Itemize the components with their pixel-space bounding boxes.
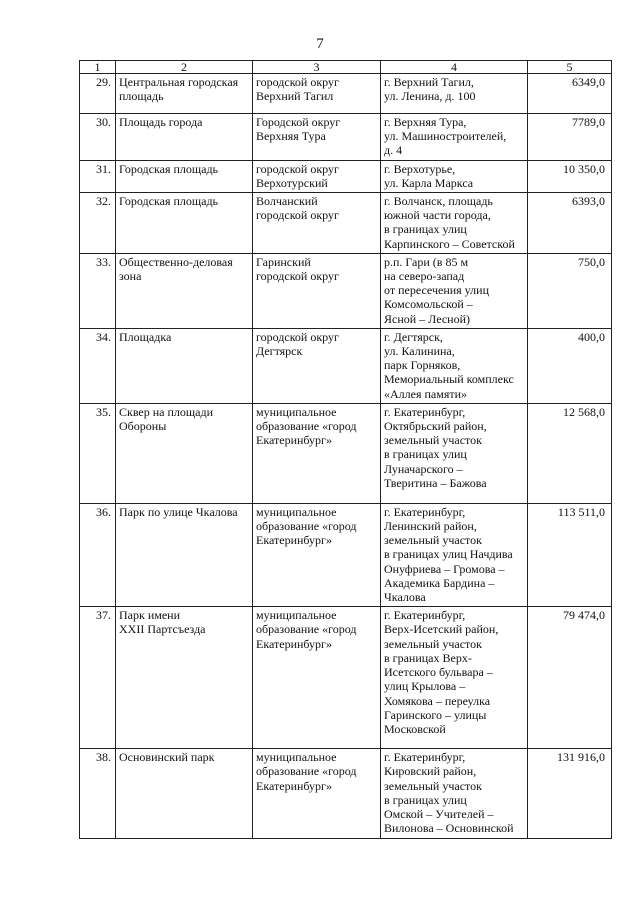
area-cell: 131 916,0	[528, 749, 612, 838]
address-line: Луначарского –	[384, 461, 463, 476]
district-line: Волчанский	[256, 194, 318, 209]
district-line: Екатеринбург»	[256, 533, 332, 548]
table-row	[80, 114, 612, 161]
name-line: Основинский парк	[119, 750, 215, 765]
name-line: Обороны	[119, 419, 167, 434]
column-header: 3	[253, 61, 381, 74]
address-line: р.п. Гари (в 85 м	[384, 254, 469, 269]
column-header: 2	[116, 61, 253, 74]
table-row	[80, 74, 612, 114]
district-line: муниципальное	[256, 608, 337, 623]
address-line: г. Екатеринбург,	[384, 504, 466, 519]
address-line: Академика Бардина –	[384, 575, 495, 590]
address-line: «Аллея памяти»	[384, 386, 468, 401]
address-line: Тверитина – Бажова	[384, 475, 487, 490]
district-line: городской округ	[256, 75, 339, 89]
address-cell	[381, 253, 528, 328]
address-line: земельный участок	[384, 778, 482, 793]
row-number-cell: 38.	[80, 749, 116, 838]
name-line: Городская площадь	[119, 194, 219, 209]
table-row	[80, 328, 612, 403]
column-header: 4	[381, 61, 528, 74]
address-line: земельный участок	[384, 533, 482, 548]
address-line: в границах улиц	[384, 222, 467, 237]
row-number-cell: 37.	[80, 607, 116, 749]
district-cell	[253, 253, 381, 328]
district-cell	[253, 74, 381, 114]
address-line: Чкалова	[384, 590, 426, 605]
address-cell	[381, 403, 528, 503]
address-line: Вилонова – Основинской	[384, 821, 514, 836]
address-line: земельный участок	[384, 636, 482, 651]
district-line: образование «город	[256, 764, 357, 779]
name-line: площадь	[119, 89, 164, 104]
name-cell	[116, 253, 253, 328]
address-line: Кировский район,	[384, 764, 477, 779]
name-line: зона	[119, 269, 142, 284]
address-cell	[381, 114, 528, 161]
column-header: 1	[80, 61, 116, 74]
district-line: образование «город	[256, 519, 357, 534]
table-row	[80, 253, 612, 328]
column-header: 5	[528, 61, 612, 74]
address-line: Гаринского – улицы	[384, 707, 487, 722]
name-cell	[116, 74, 253, 114]
district-line: образование «город	[256, 419, 357, 434]
district-cell	[253, 403, 381, 503]
column-number-row	[80, 61, 612, 74]
address-line: Московской	[384, 721, 446, 736]
name-cell	[116, 503, 253, 606]
district-cell	[253, 607, 381, 749]
address-line: ул. Калинина,	[384, 344, 455, 359]
address-line: г. Екатеринбург,	[384, 750, 466, 765]
table-body	[80, 74, 612, 839]
name-line: Парк имени	[119, 608, 181, 623]
district-line: Верхотурский	[256, 175, 328, 190]
address-cell	[381, 160, 528, 192]
address-line: Комсомольской –	[384, 297, 473, 312]
address-line: в границах улиц Начдива	[384, 547, 513, 562]
row-number-cell: 32.	[80, 193, 116, 254]
address-cell	[381, 193, 528, 254]
address-line: улиц Крылова –	[384, 679, 466, 694]
address-line: Хомякова – переулка	[384, 693, 491, 708]
row-number-cell: 36.	[80, 503, 116, 606]
address-cell	[381, 749, 528, 838]
address-line: г. Екатеринбург,	[384, 608, 466, 623]
district-line: Дегтярск	[256, 344, 303, 359]
name-cell	[116, 607, 253, 749]
address-line: г. Верхний Тагил,	[384, 75, 474, 89]
area-cell: 6349,0	[528, 74, 612, 114]
district-line: муниципальное	[256, 404, 337, 419]
district-line: муниципальное	[256, 750, 337, 765]
address-line: Карпинского – Советской	[384, 236, 515, 251]
name-line: Центральная городская	[119, 75, 239, 89]
address-line: ул. Карла Маркса	[384, 175, 474, 190]
district-line: городской округ	[256, 269, 339, 284]
district-cell	[253, 503, 381, 606]
row-number-cell: 29.	[80, 74, 116, 114]
area-cell: 7789,0	[528, 114, 612, 161]
district-line: городской округ	[256, 208, 339, 223]
address-line: от пересечения улиц	[384, 283, 489, 298]
district-cell	[253, 160, 381, 192]
area-cell: 79 474,0	[528, 607, 612, 749]
name-line: Городская площадь	[119, 161, 219, 176]
name-line: Площадка	[119, 329, 172, 344]
district-cell	[253, 749, 381, 838]
address-line: ул. Машиностроителей,	[384, 129, 507, 144]
area-cell: 113 511,0	[528, 503, 612, 606]
name-cell	[116, 749, 253, 838]
table-row	[80, 749, 612, 838]
name-cell	[116, 328, 253, 403]
address-line: г. Верхотурье,	[384, 161, 456, 176]
district-line: Екатеринбург»	[256, 636, 332, 651]
district-line: образование «город	[256, 622, 357, 637]
row-number-cell: 30.	[80, 114, 116, 161]
district-line: городской округ	[256, 161, 339, 176]
name-cell	[116, 193, 253, 254]
territory-table	[79, 60, 612, 839]
table-row	[80, 160, 612, 192]
district-cell	[253, 328, 381, 403]
name-cell	[116, 403, 253, 503]
table-row	[80, 503, 612, 606]
district-line: Городской округ	[256, 115, 341, 129]
name-line: Сквер на площади	[119, 404, 214, 419]
area-cell: 6393,0	[528, 193, 612, 254]
table-row	[80, 193, 612, 254]
address-line: Октябрьский район,	[384, 419, 487, 434]
address-line: г. Волчанск, площадь	[384, 194, 493, 209]
address-line: Верх-Исетский район,	[384, 622, 499, 637]
address-line: г. Екатеринбург,	[384, 404, 466, 419]
address-line: Исетского бульвара –	[384, 665, 493, 680]
name-line: Парк по улице Чкалова	[119, 504, 238, 519]
address-cell	[381, 74, 528, 114]
address-line: Ясной – Лесной)	[384, 311, 471, 326]
district-line: Екатеринбург»	[256, 778, 332, 793]
row-number-cell: 34.	[80, 328, 116, 403]
district-line: Верхний Тагил	[256, 89, 334, 104]
name-cell	[116, 160, 253, 192]
address-line: г. Верхняя Тура,	[384, 115, 467, 129]
address-line: Мемориальный комплекс	[384, 372, 514, 387]
row-number-cell: 35.	[80, 403, 116, 503]
address-cell	[381, 503, 528, 606]
address-line: Омской – Учителей –	[384, 807, 494, 822]
district-line: Екатеринбург»	[256, 433, 332, 448]
address-line: на северо-запад	[384, 269, 465, 284]
area-cell: 10 350,0	[528, 160, 612, 192]
table-row	[80, 607, 612, 749]
area-cell: 400,0	[528, 328, 612, 403]
district-line: городской округ	[256, 329, 339, 344]
address-line: ул. Ленина, д. 100	[384, 89, 476, 104]
district-line: Верхняя Тура	[256, 129, 326, 144]
address-line: г. Дегтярск,	[384, 329, 443, 344]
address-line: в границах улиц	[384, 792, 467, 807]
district-line: муниципальное	[256, 504, 337, 519]
name-cell	[116, 114, 253, 161]
name-line: Общественно-деловая	[119, 254, 233, 269]
row-number-cell: 33.	[80, 253, 116, 328]
address-cell	[381, 328, 528, 403]
name-line: XXII Партсъезда	[119, 622, 206, 637]
address-line: в границах улиц	[384, 447, 467, 462]
address-line: в границах Верх-	[384, 650, 472, 665]
district-cell	[253, 193, 381, 254]
table-row	[80, 403, 612, 503]
row-number-cell: 31.	[80, 160, 116, 192]
address-line: земельный участок	[384, 433, 482, 448]
address-cell	[381, 607, 528, 749]
district-cell	[253, 114, 381, 161]
area-cell: 750,0	[528, 253, 612, 328]
address-line: Онуфриева – Громова –	[384, 561, 505, 576]
name-line: Площадь города	[119, 115, 203, 129]
address-line: южной части города,	[384, 208, 491, 223]
address-line: Ленинский район,	[384, 519, 477, 534]
district-line: Гаринский	[256, 254, 311, 269]
address-line: д. 4	[384, 143, 403, 158]
area-cell: 12 568,0	[528, 403, 612, 503]
page-number: 7	[316, 36, 324, 52]
address-line: парк Горняков,	[384, 358, 461, 373]
